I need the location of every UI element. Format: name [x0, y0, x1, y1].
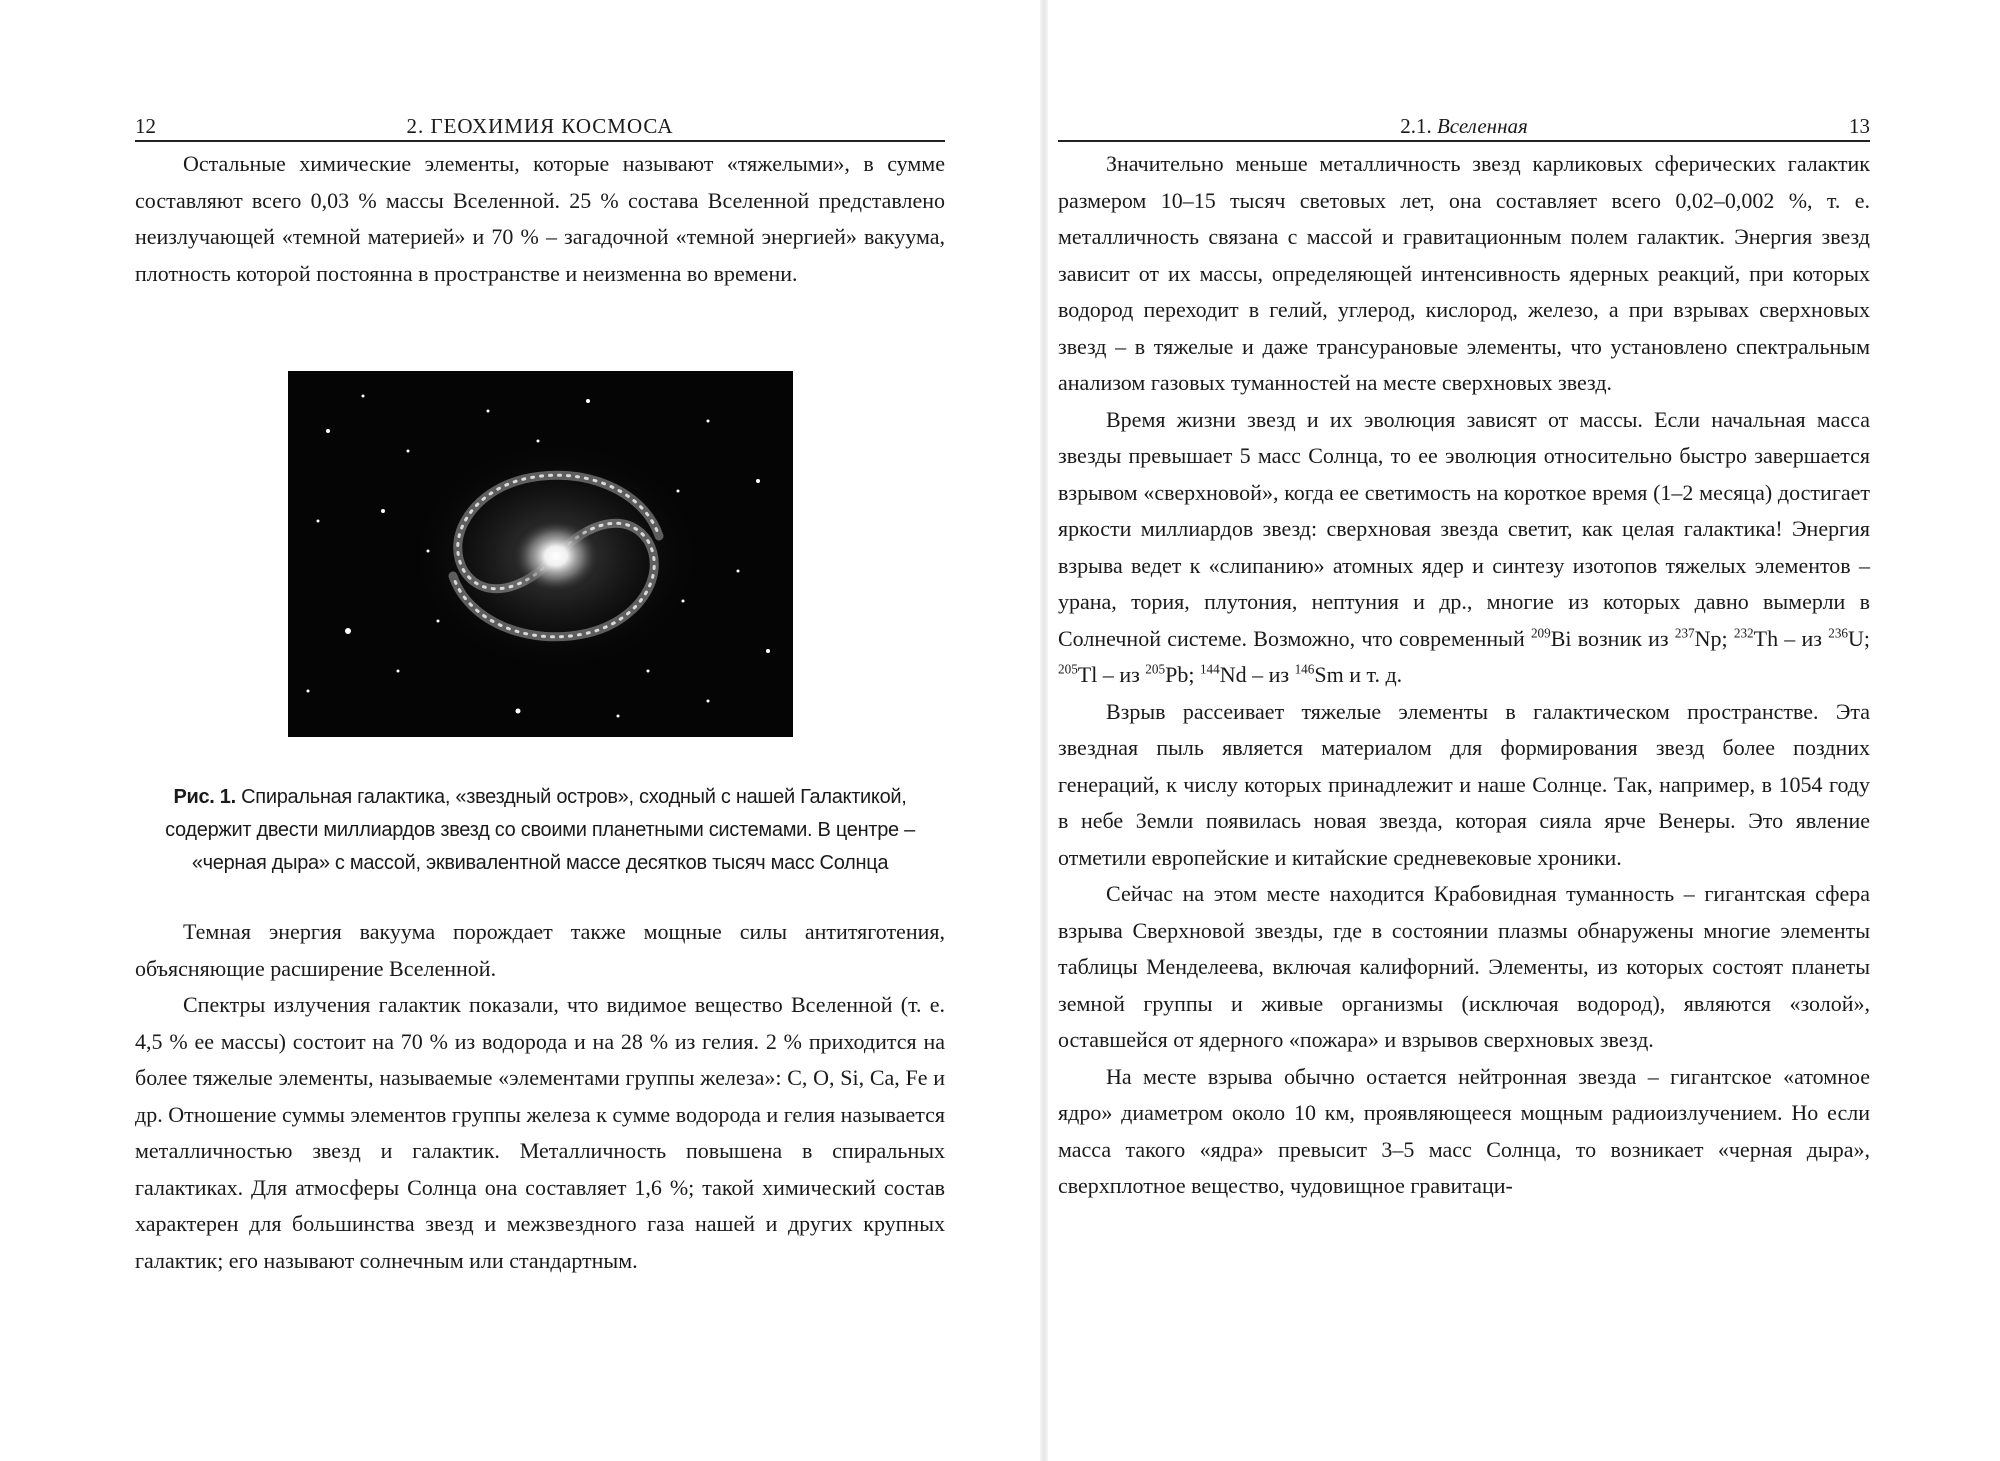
mass-number: 236 — [1828, 625, 1849, 641]
isotope-symbol: Tl – из — [1077, 662, 1146, 687]
paragraph-text: Время жизни звезд и их эволюция зависят от массы. Если начальная масса звезды превышает 5 масс Солнца, то ее эволюция относительно быстро завершается взрывом «сверхновой», когда ее светимость на короткое время (1–2 месяца) достигает яркости миллиардов звезд: сверхновая звезда светит, как целая галактика! Энергия взрыва ведет к «слипанию» атомных ядер и синтезу изотопов тяжелых элементов – урана, тория, плутония, нептуния и др., многие из которых давно вымерли в Солнечной системе. Возможно, что современный — [1058, 406, 1870, 651]
paragraph: Темная энергия вакуума порождает также мощные силы антитяготения, объясняющие расширение Вселенной. — [135, 919, 945, 981]
isotope-symbol: Th – из — [1753, 625, 1829, 651]
paragraph: Взрыв рассеивает тяжелые элементы в галактическом пространстве. Эта звездная пыль является материалом для формирования звезд более поздних генераций, к числу которых принадлежит и наше Солнце. Так, например, в 1054 году в небе Земли появилась новая звезда, которая сияла ярче Венеры. Это явление отметили европейские и китайские средневековые хроники. — [1058, 698, 1870, 870]
spiral-galaxy-image — [288, 371, 793, 737]
left-bottom-text — [135, 914, 945, 1279]
paragraph-with-isotopes — [1058, 402, 1870, 694]
running-head-title — [1058, 114, 1870, 139]
mass-number: 205 — [1058, 661, 1078, 677]
text-run: возник из — [1571, 625, 1675, 651]
paragraph: Значительно меньше металличность звезд карликовых сферических галактик размером 10–15 тысяч световых лет, она составляет всего 0,02–0,002 %, т. е. металличность связана с массой и гравитационным полем галактик. Энергия звезд зависит от их массы, определяющей интенсивность ядерных реакций, при которых водород переходит в гелий, углерод, кислород, железо, а при взрывах сверхновых звезд – в тяжелые и даже трансурановые элементы, что установлено спектральным анализом газовых туманностей на месте сверхновых звезд. — [1058, 151, 1870, 395]
isotope-symbol: Pb; — [1165, 662, 1200, 687]
figure-caption-text: Спиральная галактика, «звездный остров», сходный с нашей Галактикой, содержит двести миллиардов звезд со своими планетными системами. В центре – «черная дыра» с массой, эквивалентной массе десятков тысяч масс Солнца — [165, 786, 915, 874]
section-title: Вселенная — [1436, 114, 1528, 138]
page-number: 13 — [1849, 114, 1870, 138]
paragraph: Спектры излучения галактик показали, что видимое вещество Вселенной (т. е. 4,5 % ее массы) состоит на 70 % из водорода и на 28 % из гелия. 2 % приходится на более тяжелые элементы, называемые «элементами группы железа»: C, O, Si, Ca, Fe и др. Отношение суммы элементов группы железа к сумме водорода и гелия называется металличностью звезд и галактик. Металличность повышена в спиральных галактиках. Для атмосферы Солнца она составляет 1,6 %; такой химический состав характерен для большинства звезд и межзвездного газа нашей и других крупных галактик; его называют солнечным или стандартным. — [135, 992, 945, 1273]
right-running-header — [1058, 110, 1870, 142]
isotope-symbol: U; — [1848, 625, 1871, 651]
book-gutter — [1040, 0, 1048, 1461]
isotope-symbol: Nd – из — [1219, 662, 1295, 687]
left-running-header — [135, 110, 945, 142]
mass-number: 146 — [1294, 661, 1315, 677]
isotope-symbol: Bi — [1550, 625, 1572, 651]
page-number: 12 — [135, 114, 156, 138]
running-head-title: 2. ГЕОХИМИЯ КОСМОСА — [406, 114, 674, 138]
mass-number: 232 — [1733, 625, 1754, 641]
paragraph: На месте взрыва обычно остается нейтронная звезда – гигантское «атомное ядро» диаметром около 10 км, проявляющееся мощным радиоизлучением. Но если масса такого «ядра» превысит 3–5 масс Солнца, то возникает «черная дыра», сверхплотное вещество, чудовищное гравитаци- — [1058, 1063, 1870, 1198]
isotope-symbol: Np; — [1694, 625, 1734, 651]
mass-number: 237 — [1674, 625, 1695, 641]
figure-caption — [135, 781, 945, 880]
right-body-text — [1058, 146, 1870, 1205]
right-page — [1048, 0, 2000, 1461]
paragraph: Остальные химические элементы, которые называют «тяжелыми», в сумме составляют всего 0,03 % массы Вселенной. 25 % состава Вселенной представлено неизлучающей «темной материей» и 70 % – загадочной «темной энергией» вакуума, плотность которой постоянна в пространстве и неизменна во времени. — [135, 151, 945, 286]
figure-label: Рис. 1. — [173, 786, 236, 808]
left-top-text — [135, 146, 945, 292]
mass-number: 209 — [1530, 625, 1551, 641]
isotope-symbol: Sm и т. д. — [1314, 662, 1403, 687]
section-number: 2.1. — [1400, 114, 1432, 138]
paragraph: Сейчас на этом месте находится Крабовидная туманность – гигантская сфера взрыва Сверхновой звезды, где в состоянии плазмы обнаружены многие элементы таблицы Менделеева, включая калифорний. Элементы, из которых состоят планеты земной группы и живые организмы (исключая водород), являются «золой», оставшейся от ядерного «пожара» и взрывов сверхновых звезд. — [1058, 881, 1870, 1052]
mass-number: 205 — [1145, 661, 1166, 677]
mass-number: 144 — [1199, 661, 1220, 677]
galaxy-figure — [288, 371, 793, 737]
